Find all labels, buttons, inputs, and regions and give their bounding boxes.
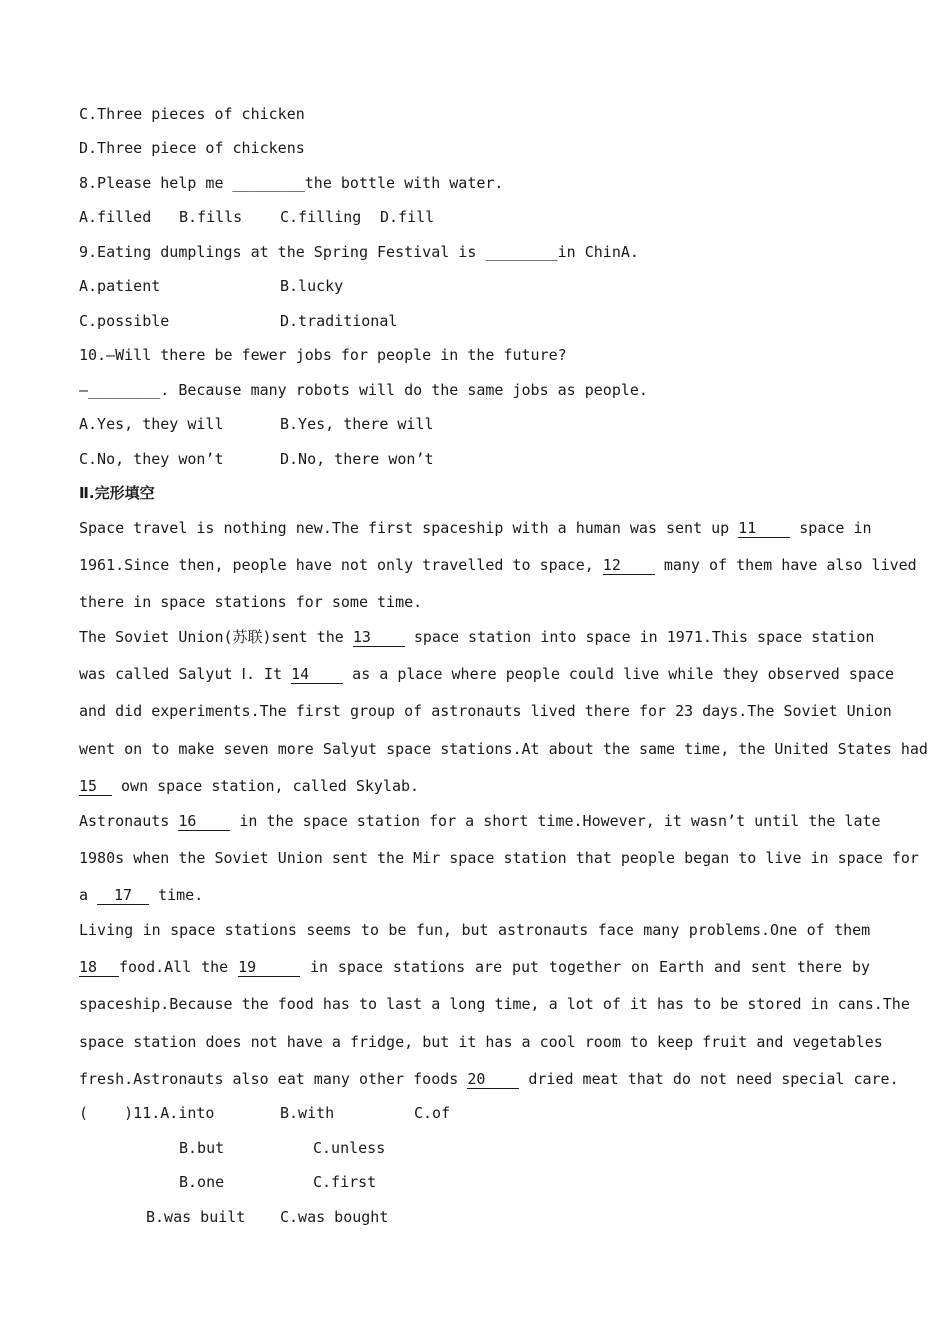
passage-line [79,957,870,977]
q9-option-b: B.lucky [280,277,344,295]
passage-text: own space station, called Skylab. [121,777,420,795]
q14-option-c: C.was bought [280,1208,389,1226]
q8-option-a: A.filled [79,208,152,226]
passage-line: space station does not have a fridge, but it has a cool room to keep fruit and vegetables [79,1033,883,1051]
blank-15: 15 [79,778,112,796]
q9-stem-pre: 9.Eating dumplings at the Spring Festival is [79,243,486,261]
passage-text: was called Salyut Ⅰ. It [79,665,283,683]
q9-stem [79,242,639,262]
passage-line: went on to make seven more Salyut space stations.At about the same time, the United States had [79,740,928,758]
passage-text: Space travel is nothing new.The first spaceship with a human was sent up [79,519,730,537]
passage-line [79,1069,899,1089]
passage-line [79,518,870,538]
passage-text: fresh.Astronauts also eat many other foods [79,1070,459,1088]
passage-text: a [79,886,89,904]
blank-16: 16 [178,813,230,831]
q11-option-a: ( )11.A.into [79,1104,215,1122]
blank-11: 11 [738,520,790,538]
q8-stem-post: the bottle with water. [304,174,504,192]
blank-13: 13 [353,629,405,647]
blank-19: 19 [238,959,300,977]
q10-reply-dash: — [79,381,89,399]
passage-text: 1961.Since then, people have not only travelled to space, [79,556,594,574]
passage-text: in space stations are put together on Earth and sent there by [309,958,871,976]
q13-option-c: C.first [313,1173,377,1191]
blank-17: 17 [97,887,149,905]
q11-option-c: C.of [414,1104,451,1122]
q8-blank: ________ [232,174,305,192]
passage-text: space in [799,519,872,537]
passage-text: The Soviet Union(苏联)sent the [79,628,344,646]
blank-12: 12 [603,557,655,575]
blank-18: 18 [79,959,119,977]
q8-option-c: C.filling [280,208,362,226]
passage-line: Living in space stations seems to be fun, but astronauts face many problems.One of them [79,921,871,939]
q14-option-b: B.was built [146,1208,246,1226]
passage-line [79,627,875,647]
q9-stem-post: in ChinA. [557,243,639,261]
passage-text: food.All the [119,958,229,976]
q10-stem: 10.—Will there be fewer jobs for people in the future? [79,346,567,364]
passage-text: time. [158,886,204,904]
passage-line [79,776,419,796]
passage-text: many of them have also lived [663,556,917,574]
section-heading: Ⅱ.完形填空 [79,484,155,502]
q9-option-d: D.traditional [280,312,398,330]
q12-option-c: C.unless [313,1139,386,1157]
q9-blank: ________ [485,243,558,261]
q10-option-b: B.Yes, there will [280,415,434,433]
passage-text: dried meat that do not need special care. [528,1070,899,1088]
passage-text: Astronauts [79,812,170,830]
passage-line: there in space stations for some time. [79,593,423,611]
passage-line: and did experiments.The first group of astronauts lived there for 23 days.The Soviet Union [79,702,892,720]
q8-option-d: D.fill [380,208,435,226]
q13-option-b: B.one [179,1173,225,1191]
passage-line: spaceship.Because the food has to last a long time, a lot of it has to be stored in cans.The [79,995,910,1013]
q10-blank: ________ [88,381,161,399]
q10-reply-text: . Because many robots will do the same jobs as people. [160,381,648,399]
passage-text: in the space station for a short time.However, it wasn’t until the late [239,812,881,830]
q9-option-a: A.patient [79,277,161,295]
q11-option-b: B.with [280,1104,335,1122]
q9-option-c: C.possible [79,312,170,330]
passage-text: as a place where people could live while they observed space [352,665,895,683]
passage-line [79,811,881,831]
passage-line [79,885,203,905]
q7-option-c: C.Three pieces of chicken [79,105,305,123]
q12-option-b: B.but [179,1139,225,1157]
q8-option-b: B.fills [179,208,243,226]
q8-stem-pre: 8.Please help me [79,174,233,192]
passage-line: 1980s when the Soviet Union sent the Mir space station that people began to live in space for [79,849,919,867]
q10-option-d: D.No, there won’t [280,450,434,468]
q7-option-d: D.Three piece of chickens [79,139,305,157]
q10-option-c: C.No, they won’t [79,450,224,468]
q10-reply [79,380,648,400]
passage-text: space station into space in 1971.This space station [413,628,875,646]
q8-stem [79,173,503,193]
passage-line [79,555,917,575]
blank-20: 20 [467,1071,519,1089]
q10-option-a: A.Yes, they will [79,415,224,433]
passage-line [79,664,895,684]
blank-14: 14 [291,666,343,684]
